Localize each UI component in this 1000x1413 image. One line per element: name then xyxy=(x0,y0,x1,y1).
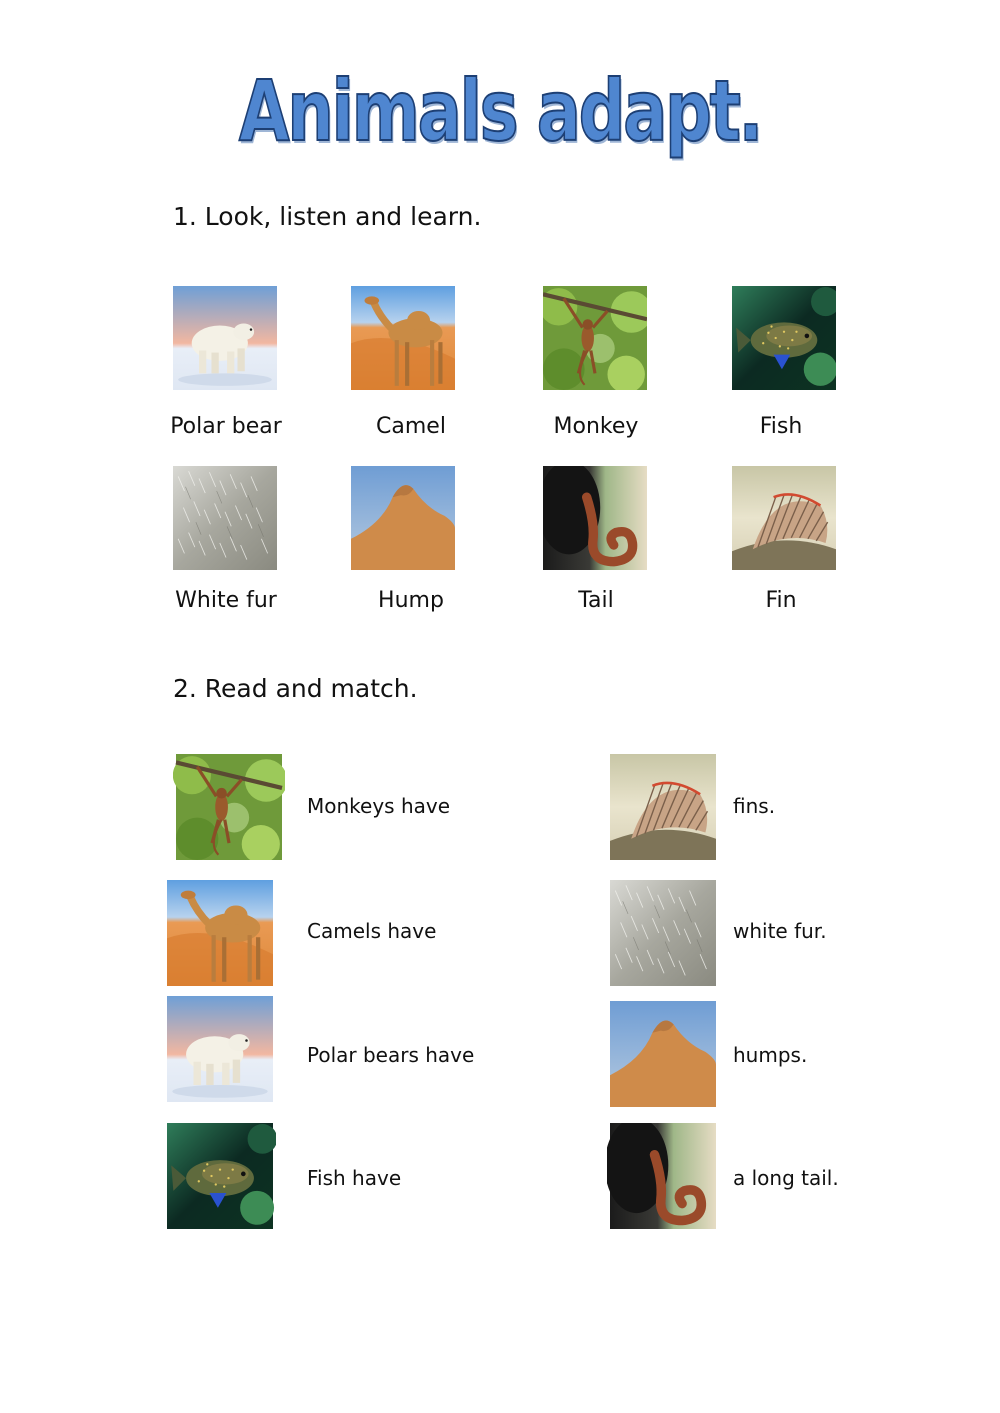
tail-icon xyxy=(543,466,647,570)
white-fur-icon[interactable] xyxy=(607,880,719,986)
section-2-heading: 2. Read and match. xyxy=(173,674,418,703)
feature-label: Tail xyxy=(578,588,614,613)
tail-icon[interactable] xyxy=(607,1123,719,1229)
hump-icon[interactable] xyxy=(607,1001,719,1107)
feature-label: White fur xyxy=(175,588,277,613)
match-right-text[interactable]: white fur. xyxy=(733,919,827,943)
camel-icon[interactable] xyxy=(164,880,276,986)
fin-icon[interactable] xyxy=(607,754,719,860)
match-left-text[interactable]: Camels have xyxy=(307,919,437,943)
section-1-heading: 1. Look, listen and learn. xyxy=(173,202,482,231)
polar-bear-icon xyxy=(173,286,277,390)
match-left-text[interactable]: Monkeys have xyxy=(307,794,451,818)
monkey-icon xyxy=(543,286,647,390)
fish-icon xyxy=(732,286,836,390)
feature-label: Fin xyxy=(765,588,797,613)
animal-label: Camel xyxy=(376,414,446,439)
fin-icon xyxy=(732,466,836,570)
match-left-text[interactable]: Fish have xyxy=(307,1166,402,1190)
match-left-text[interactable]: Polar bears have xyxy=(307,1043,475,1067)
camel-icon xyxy=(351,286,455,390)
worksheet-title: Animals adapt. xyxy=(238,62,762,160)
animal-label: Fish xyxy=(759,414,803,439)
match-right-text[interactable]: humps. xyxy=(733,1043,808,1067)
feature-label: Hump xyxy=(378,588,444,613)
white-fur-icon xyxy=(173,466,277,570)
animal-label: Monkey xyxy=(553,414,639,439)
match-right-text[interactable]: fins. xyxy=(733,794,776,818)
polar-bear-icon[interactable] xyxy=(164,996,276,1102)
fish-icon[interactable] xyxy=(164,1123,276,1229)
monkey-icon[interactable] xyxy=(173,754,285,860)
animal-label: Polar bear xyxy=(170,414,282,439)
hump-icon xyxy=(351,466,455,570)
match-right-text[interactable]: a long tail. xyxy=(733,1166,839,1190)
